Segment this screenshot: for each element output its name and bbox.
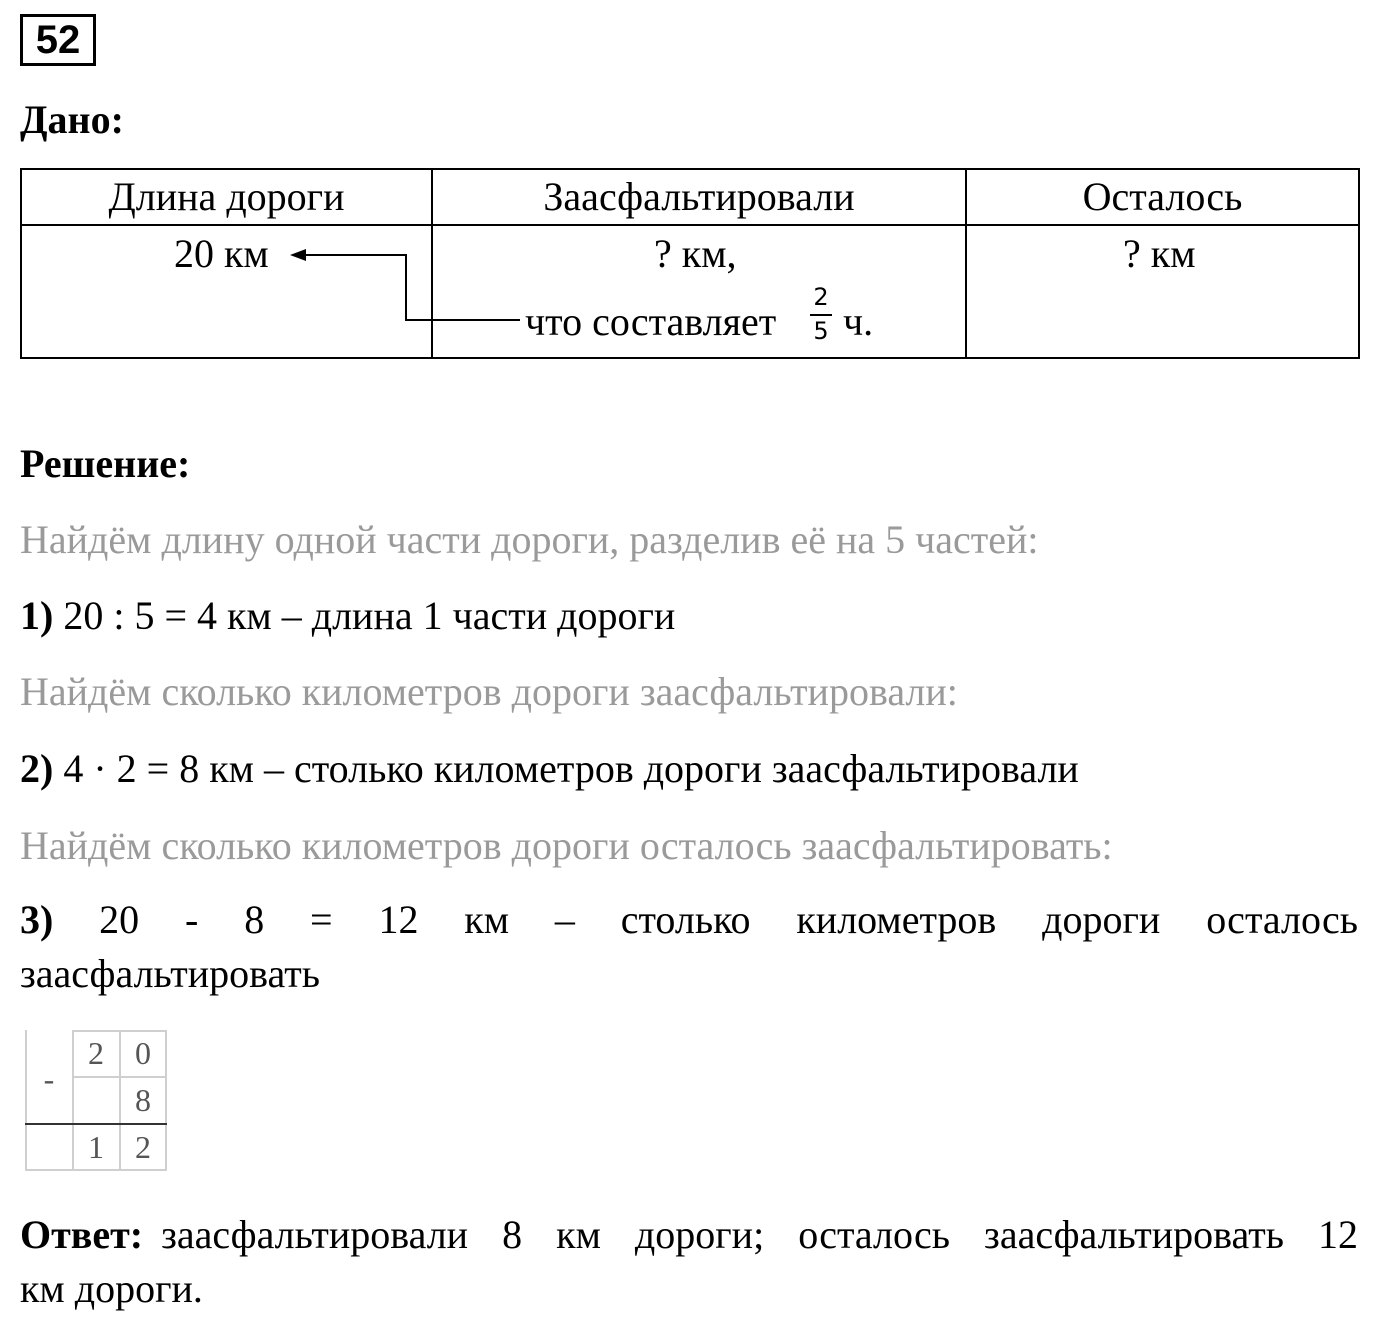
paved-value: ? км, <box>654 231 737 276</box>
step-3-word: осталось <box>1206 897 1358 942</box>
answer <box>20 1208 1358 1316</box>
solution-heading: Решение: <box>20 441 191 486</box>
hint-3: Найдём сколько километров дороги осталось заасфальтировать: <box>20 823 1113 868</box>
road-length-value: 20 км <box>174 231 269 276</box>
subtrahend-digit: 8 <box>135 1082 151 1118</box>
step-3-line-2: заасфальтировать <box>20 951 320 996</box>
column-header-road-length: Длина дороги <box>21 169 432 225</box>
fraction-numerator: 2 <box>813 283 829 311</box>
step-3-number: 3) <box>20 897 54 942</box>
step-3-word: 8 <box>244 897 265 942</box>
step-2-number: 2) <box>20 746 54 791</box>
subtraction-operator: - <box>43 1061 55 1097</box>
step-2-text: 4 · 2 = 8 км – столько километров дороги заасфальтировали <box>63 746 1079 791</box>
hint-2: Найдём сколько километров дороги заасфальтировали: <box>20 669 958 714</box>
problem-number: 52 <box>20 14 96 66</box>
step-1 <box>20 592 675 640</box>
result-digit: 2 <box>135 1129 151 1165</box>
column-header-paved: Заасфальтировали <box>432 169 966 225</box>
given-heading: Дано: <box>20 97 124 142</box>
column-header-remaining: Осталось <box>966 169 1359 225</box>
step-3-word: – <box>554 897 575 942</box>
step-3-line-1 <box>20 893 1358 947</box>
subtrahend-digit <box>73 1077 119 1123</box>
step-2 <box>20 745 1079 793</box>
step-3-word: 12 <box>378 897 419 942</box>
paved-fraction-prefix: что составляет <box>525 299 777 344</box>
step-3-word: = <box>310 897 333 942</box>
result-digit: 1 <box>88 1129 104 1165</box>
fraction-denominator: 5 <box>813 317 829 345</box>
minuend-digit: 2 <box>88 1035 104 1071</box>
step-1-number: 1) <box>20 593 54 638</box>
step-3 <box>20 893 1358 1001</box>
step-3-word: км <box>464 897 510 942</box>
step-1-text: 20 : 5 = 4 км – длина 1 части дороги <box>63 593 676 638</box>
hint-1: Найдём длину одной части дороги, разделив её на 5 частей: <box>20 517 1039 562</box>
answer-line-2: км дороги. <box>20 1266 203 1311</box>
remaining-value: ? км <box>1123 231 1196 276</box>
step-3-word: - <box>185 897 199 942</box>
step-3-word: дороги <box>1042 897 1161 942</box>
column-subtraction <box>25 1030 167 1171</box>
step-3-word: 20 <box>99 897 140 942</box>
step-3-word: столько <box>620 897 751 942</box>
minuend-digit: 0 <box>135 1035 151 1071</box>
step-3-word: километров <box>796 897 997 942</box>
connector-arrow <box>0 0 1400 400</box>
answer-label: Ответ: <box>20 1212 144 1257</box>
answer-text: заасфальтировали 8 км дороги; осталось заасфальтировать 12 <box>161 1212 1358 1257</box>
answer-line-1 <box>20 1208 1358 1262</box>
paved-fraction-suffix: ч. <box>843 299 874 344</box>
